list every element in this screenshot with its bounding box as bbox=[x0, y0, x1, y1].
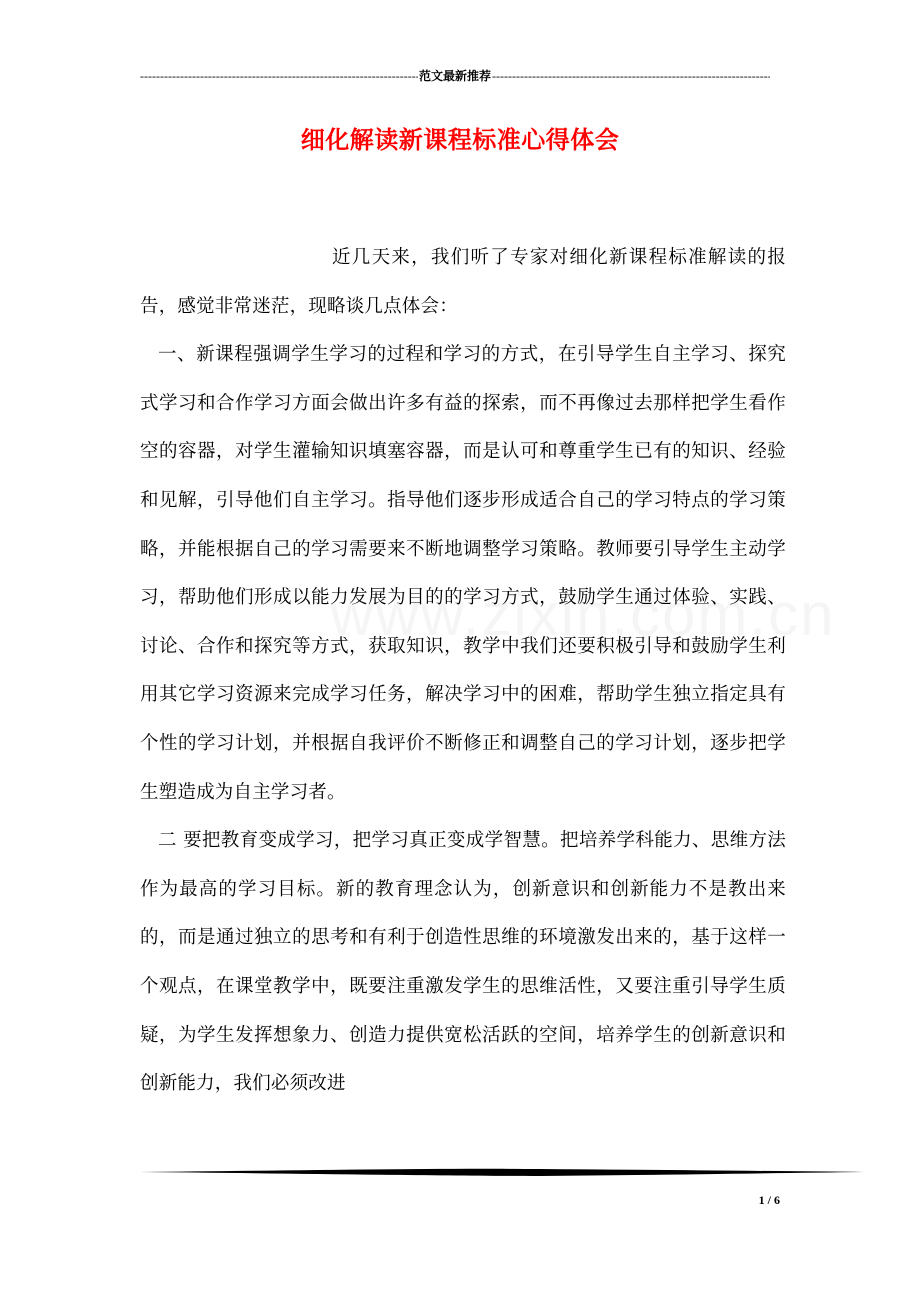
header-right-dashes bbox=[492, 68, 770, 84]
body-paragraph-1: 一、新课程强调学生学习的过程和学习的方式，在引导学生自主学习、探究式学习和合作学习方面会做出许多有益的探索，而不再像过去那样把学生看作空的容器，对学生灌输知识填塞容器，而是认可和尊重学生已有的知识、经验和见解，引导他们自主学习。指导他们逐步形成适合自己的学习特点的学习策略，并能根据自己的学习需要来不断地调整学习策略。教师要引导学生主动学习，帮助他们形成以能力发展为目的的学习方式，鼓励学生通过体验、实践、讨论、合作和探究等方式，获取知识，教学中我们还要积极引导和鼓励学生利用其它学习资源来完成学习任务，解决学习中的困难，帮助学生独立指定具有个性的学习计划，并根据自我评价不断修正和调整自己的学习计划，逐步把学生塑造成为自主学习者。 bbox=[140, 344, 786, 803]
document-body bbox=[140, 234, 786, 1109]
page-header bbox=[140, 68, 770, 84]
body-paragraph-2: 二 要把教育变成学习，把学习真正变成学智慧。把培养学科能力、思维方法作为最高的学习目标。新的教育理念认为，创新意识和创新能力不是教出来的，而是通过独立的思考和有利于创造性思维的环境激发出来的，基于这样一个观点，在课堂教学中，既要注重激发学生的思维活性，又要注重引导学生质疑，为学生发挥想象力、创造力提供宽松活跃的空间，培养学生的创新意识和创新能力，我们必须改进 bbox=[140, 830, 786, 1095]
intro-paragraph: 近几天来，我们听了专家对细化新课程标准解读的报告，感觉非常迷茫，现略谈几点体会： bbox=[140, 247, 786, 317]
header-text: 范文最新推荐 bbox=[419, 69, 492, 83]
footer-rule bbox=[140, 1166, 864, 1178]
document-title: 细化解读新课程标准心得体会 bbox=[300, 125, 620, 154]
page-number: 1 / 6 bbox=[758, 1193, 780, 1207]
header-left-dashes bbox=[140, 68, 418, 84]
